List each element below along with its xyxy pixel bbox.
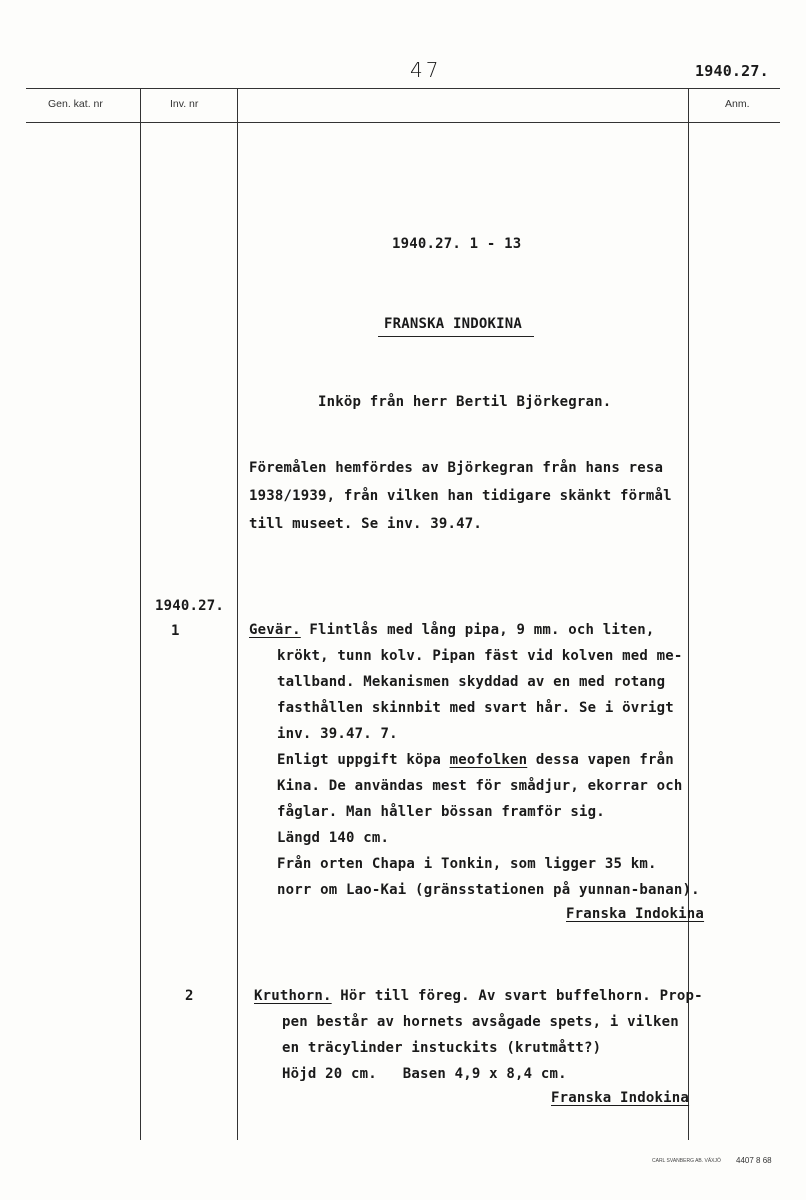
item-2-inv-number: 2: [185, 988, 194, 1004]
column-header-anm: Anm.: [725, 98, 750, 110]
item-2-first-line: [254, 988, 703, 1004]
item-1-line-1: krökt, tunn kolv. Pipan fäst vid kolven med me-: [277, 648, 683, 664]
item-1-line-5: [277, 752, 674, 768]
form-code: 4407 8 68: [736, 1156, 772, 1165]
item-1-first-line: [249, 622, 655, 638]
item-1-line-5-a: Enligt uppgift köpa: [277, 752, 450, 768]
acquisition-note: Inköp från herr Bertil Björkegran.: [318, 394, 612, 410]
column-header-inv: Inv. nr: [170, 98, 199, 110]
item-2-region: Franska Indokina: [551, 1090, 690, 1106]
intro-line-3: till museet. Se inv. 39.47.: [249, 516, 482, 532]
item-1-first-line-text: Flintlås med lång pipa, 9 mm. och liten,: [300, 622, 655, 638]
column-header-gen-kat: Gen. kat. nr: [48, 98, 103, 110]
printer-imprint: CARL SVANBERG AB. VÄXJÖ: [652, 1158, 721, 1164]
region-heading: FRANSKA INDOKINA: [384, 316, 523, 332]
item-1-line-2: tallband. Mekanismen skyddad av en med rotang: [277, 674, 666, 690]
item-1-region: Franska Indokina: [566, 906, 705, 922]
column-divider-3: [688, 88, 689, 1140]
item-1-line-10: norr om Lao-Kai (gränsstationen på yunnan-banan).: [277, 882, 700, 898]
item-1-line-5-c: dessa vapen från: [527, 752, 674, 768]
item-2-line-3: Höjd 20 cm. Basen 4,9 x 8,4 cm.: [282, 1066, 567, 1082]
item-1-line-4: inv. 39.47. 7.: [277, 726, 398, 742]
region-heading-underline: [378, 336, 534, 337]
accession-year: 1940.27.: [695, 62, 769, 80]
item-1-line-6: Kina. De användas mest för smådjur, ekorrar och: [277, 778, 683, 794]
item-2-first-line-text: Hör till föreg. Av svart buffelhorn. Prop-: [331, 988, 703, 1004]
intro-line-2: 1938/1939, från vilken han tidigare skänkt förmål: [249, 488, 672, 504]
item-2-line-2: en träcylinder instuckits (krutmått?): [282, 1040, 602, 1056]
item-1-line-3: fasthållen skinnbit med svart hår. Se i övrigt: [277, 700, 674, 716]
accession-range: 1940.27. 1 - 13: [392, 236, 522, 252]
item-1-line-9: Från orten Chapa i Tonkin, som ligger 35 km.: [277, 856, 657, 872]
item-2-line-1: pen består av hornets avsågade spets, i vilken: [282, 1014, 679, 1030]
item-1-inv-number: 1: [171, 623, 180, 639]
item-2-title: Kruthorn.: [254, 988, 332, 1004]
column-divider-2: [237, 88, 238, 1140]
page-number: 47: [410, 58, 442, 82]
item-1-line-8: Längd 140 cm.: [277, 830, 390, 846]
intro-line-1: Föremålen hemfördes av Björkegran från hans resa: [249, 460, 664, 476]
item-1-inv-prefix: 1940.27.: [155, 598, 225, 614]
column-divider-1: [140, 88, 141, 1140]
item-1-line-7: fåglar. Man håller bössan framför sig.: [277, 804, 605, 820]
item-1-title: Gevär.: [249, 622, 301, 638]
item-1-line-5-b: meofolken: [449, 752, 528, 768]
